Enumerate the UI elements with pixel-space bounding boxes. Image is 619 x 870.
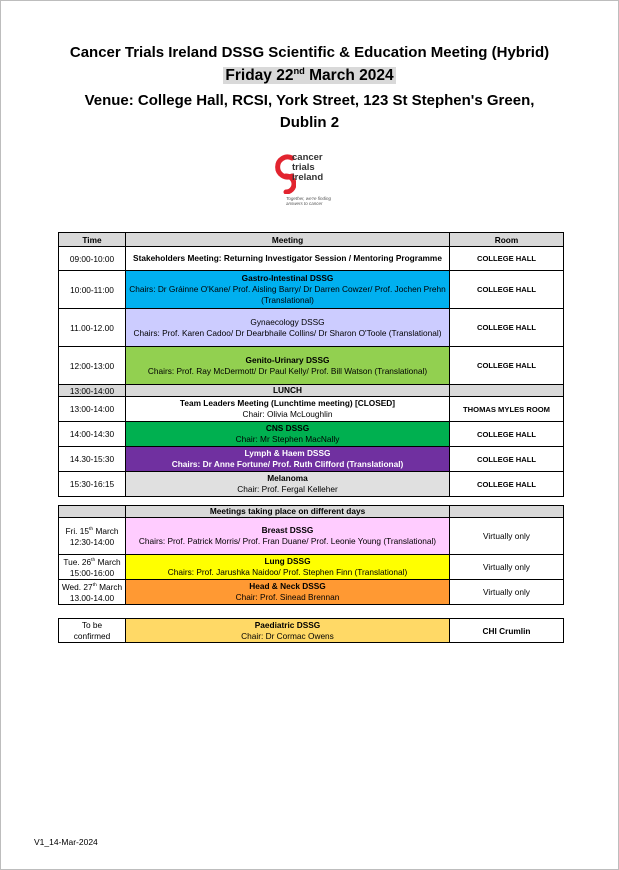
time-cell: 12:00-13:00 (59, 347, 126, 385)
logo-wordmark: cancer trials ireland (292, 152, 324, 183)
room-cell: COLLEGE HALL (450, 447, 564, 472)
table-row (59, 309, 564, 347)
meeting-cell: Genito-Urinary DSSG Chairs: Prof. Ray McDermott/ Dr Paul Kelly/ Prof. Bill Watson (Translational) (126, 347, 450, 385)
schedule-table (58, 232, 564, 497)
meeting-column-header: Meeting (126, 233, 450, 247)
other-days-table (58, 505, 564, 605)
time-cell: 14.30-15:30 (59, 447, 126, 472)
time-cell: To be confirmed (59, 619, 126, 643)
time-cell: 11.00-12.00 (59, 309, 126, 347)
meeting-cell: Lymph & Haem DSSG Chairs: Dr Anne Fortune/ Prof. Ruth Clifford (Translational) (126, 447, 450, 472)
table-row (59, 271, 564, 309)
table-row (59, 580, 564, 605)
other-days-heading: Meetings taking place on different days (126, 506, 450, 518)
meeting-cell: Team Leaders Meeting (Lunchtime meeting) [CLOSED] Chair: Olivia McLoughlin (126, 397, 450, 422)
table-header-row (59, 233, 564, 247)
table-row (59, 347, 564, 385)
meeting-cell: Stakeholders Meeting: Returning Investigator Session / Mentoring Programme (126, 247, 450, 271)
room-cell: Virtually only (450, 518, 564, 555)
date-cell: Fri. 15th March 12:30-14:00 (59, 518, 126, 555)
time-cell: 10:00-11:00 (59, 271, 126, 309)
document-title: Cancer Trials Ireland DSSG Scientific & Education Meeting (Hybrid) (69, 44, 550, 61)
meeting-cell: Melanoma Chair: Prof. Fergal Kelleher (126, 472, 450, 497)
room-cell: COLLEGE HALL (450, 472, 564, 497)
room-cell: COLLEGE HALL (450, 347, 564, 385)
meeting-date: Friday 22nd March 2024 (225, 66, 394, 85)
room-cell: THOMAS MYLES ROOM (450, 397, 564, 422)
other-days-header-row (59, 506, 564, 518)
meeting-cell: LUNCH (126, 385, 450, 397)
meeting-cell: Breast DSSG Chairs: Prof. Patrick Morris/ Prof. Fran Duane/ Prof. Leonie Young (Translational) (126, 518, 450, 555)
table-row (59, 447, 564, 472)
table-row (59, 397, 564, 422)
time-cell: 13:00-14:00 (59, 385, 126, 397)
room-cell: COLLEGE HALL (450, 422, 564, 447)
date-cell: Tue. 26th March 15:00-16:00 (59, 555, 126, 580)
table-row-lunch (59, 385, 564, 397)
table-row (59, 619, 564, 643)
room-cell: CHI Crumlin (450, 619, 564, 643)
room-cell: COLLEGE HALL (450, 247, 564, 271)
tbc-table (58, 618, 564, 643)
table-row (59, 518, 564, 555)
time-cell: 14:00-14:30 (59, 422, 126, 447)
venue-line-1: Venue: College Hall, RCSI, York Street, 123 St Stephen's Green, (84, 92, 535, 109)
time-cell: 13:00-14:00 (59, 397, 126, 422)
meeting-cell: Gynaecology DSSG Chairs: Prof. Karen Cadoo/ Dr Dearbhaile Collins/ Dr Sharon O'Toole (Translational) (126, 309, 450, 347)
logo-tagline: Together, we're finding answers to cancer (286, 196, 331, 206)
meeting-cell: CNS DSSG Chair: Mr Stephen MacNally (126, 422, 450, 447)
room-cell: COLLEGE HALL (450, 309, 564, 347)
meeting-cell: Gastro-Intestinal DSSG Chairs: Dr Gráinne O'Kane/ Prof. Aisling Barry/ Dr Darren Cowzer/ Prof. Jochen Prehn (Translational) (126, 271, 450, 309)
table-row (59, 472, 564, 497)
room-column-header: Room (450, 233, 564, 247)
venue (0, 90, 619, 134)
room-cell: Virtually only (450, 555, 564, 580)
room-cell: Virtually only (450, 580, 564, 605)
meeting-cell: Head & Neck DSSG Chair: Prof. Sinead Brennan (126, 580, 450, 605)
cancer-trials-ireland-logo (272, 152, 342, 212)
time-cell: 15:30-16:15 (59, 472, 126, 497)
venue-line-2: Dublin 2 (279, 114, 340, 131)
date-cell: Wed. 27th March 13.00-14.00 (59, 580, 126, 605)
table-row (59, 247, 564, 271)
room-cell: COLLEGE HALL (450, 271, 564, 309)
time-cell: 09:00-10:00 (59, 247, 126, 271)
time-column-header: Time (59, 233, 126, 247)
table-row (59, 422, 564, 447)
room-cell (450, 385, 564, 397)
table-row (59, 555, 564, 580)
meeting-cell: Lung DSSG Chairs: Prof. Jarushka Naidoo/ Prof. Stephen Finn (Translational) (126, 555, 450, 580)
version-label: V1_14-Mar-2024 (34, 837, 98, 847)
meeting-cell: Paediatric DSSG Chair: Dr Cormac Owens (126, 619, 450, 643)
